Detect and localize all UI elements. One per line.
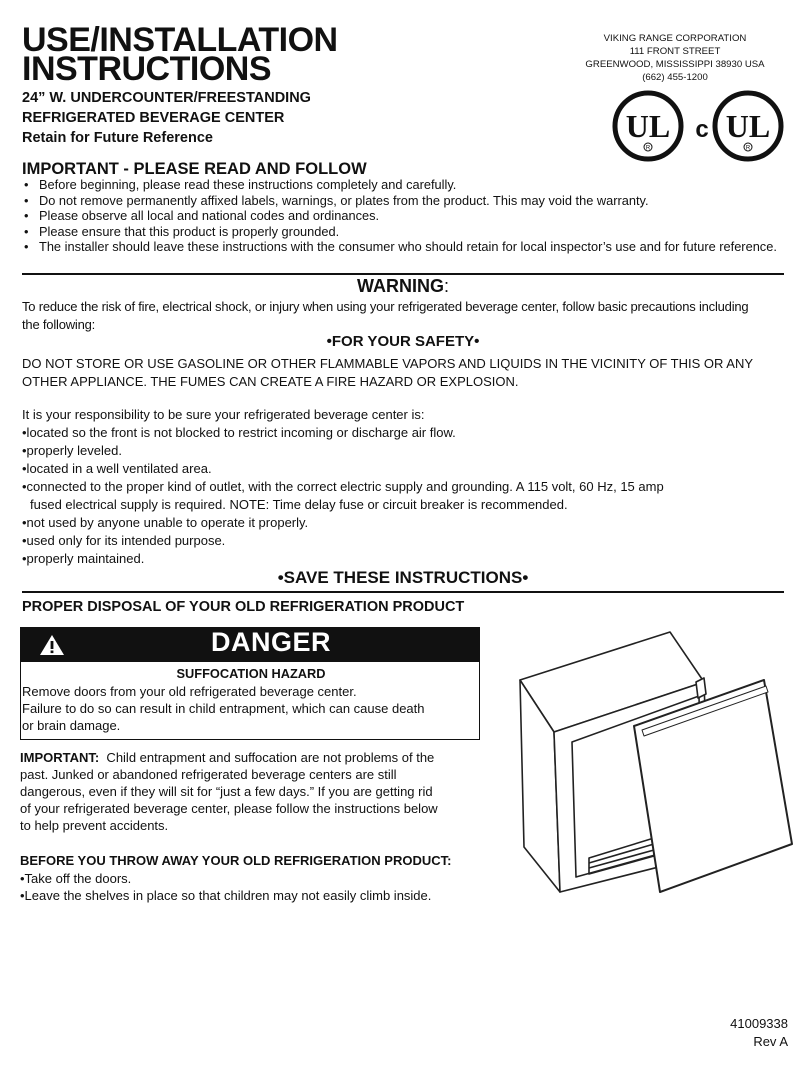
disposal-divider <box>22 591 784 593</box>
document-revision: Rev A <box>753 1034 788 1049</box>
important-item: • Before beginning, please read these instructions completely and carefully. <box>22 177 782 193</box>
document-number: 41009338 <box>730 1016 788 1031</box>
responsibility-item-electric: •connected to the proper kind of outlet, with the correct electric supply and grounding. A 115 volt, 60 Hz, 15 amp <box>22 479 664 494</box>
responsibility-item: •located so the front is not blocked to restrict incoming or discharge air flow. <box>22 425 456 440</box>
company-name: VIKING RANGE CORPORATION <box>603 33 747 44</box>
title-line-2: INSTRUCTIONS <box>22 50 271 88</box>
important-item: • Please ensure that this product is properly grounded. <box>22 224 782 240</box>
safety-text: DO NOT STORE OR USE GASOLINE OR OTHER FLAMMABLE VAPORS AND LIQUIDS IN THE VICINITY OF THIS OR ANY OTHER APPLIANCE. THE FUMES CAN CREATE A FIRE HAZARD OR EXPLOSION. <box>22 356 753 389</box>
warning-divider <box>22 273 784 275</box>
responsibility-list <box>22 424 792 568</box>
warning-word: WARNING <box>356 276 444 296</box>
responsibility-heading: It is your responsibility to be sure your refrigerated beverage center is: <box>22 407 425 422</box>
warning-intro: To reduce the risk of fire, electrical shock, or injury when using your refrigerated beverage center, follow basic precautions including the following: <box>22 299 749 332</box>
subtitle-model: 24” W. UNDERCOUNTER/FREESTANDING <box>22 90 311 106</box>
disposal-important-line <box>20 749 492 766</box>
throw-away-heading: BEFORE YOU THROW AWAY YOUR OLD REFRIGERATION PRODUCT: <box>20 853 452 868</box>
safety-heading: •FOR YOUR SAFETY• <box>326 333 480 350</box>
important-item: • Do not remove permanently affixed labels, warnings, or plates from the product. This may void the warranty. <box>22 193 782 209</box>
responsibility-item: •properly leveled. <box>22 443 122 458</box>
save-instructions: •SAVE THESE INSTRUCTIONS• <box>277 568 529 587</box>
danger-text-1: Remove doors from your old refrigerated beverage center. <box>22 684 357 699</box>
danger-text-3: or brain damage. <box>22 718 121 733</box>
disposal-important-line: dangerous, even if they will sit for “just a few days.” If you are getting rid <box>20 784 433 799</box>
ul-registered-2: R <box>745 145 751 152</box>
beverage-center-illustration <box>514 622 796 900</box>
important-heading: IMPORTANT - PLEASE READ AND FOLLOW <box>22 160 367 178</box>
disposal-important-label: IMPORTANT: <box>20 750 100 765</box>
note-label: NOTE: <box>229 497 270 512</box>
disposal-heading: PROPER DISPOSAL OF YOUR OLD REFRIGERATION PRODUCT <box>22 599 465 615</box>
cul-mark-icon <box>715 93 781 159</box>
ul-mark-icon <box>615 93 681 159</box>
document-footer <box>730 1015 788 1051</box>
responsibility-item: •not used by anyone unable to operate it properly. <box>22 515 309 530</box>
company-street: 111 FRONT STREET <box>629 46 721 57</box>
warning-title <box>22 276 784 297</box>
door-hinge-icon <box>696 678 706 698</box>
company-city: GREENWOOD, MISSISSIPPI 38930 USA <box>585 59 765 70</box>
disposal-important-text: Child entrapment and suffocation are not problems of the <box>99 750 435 765</box>
title-line-1: USE/INSTALLATION <box>22 21 338 59</box>
company-phone: (662) 455-1200 <box>642 72 708 83</box>
subtitle-product: REFRIGERATED BEVERAGE CENTER <box>22 110 285 126</box>
warning-triangle-icon <box>39 634 65 656</box>
danger-word: DANGER <box>211 627 332 657</box>
subtitle-retain: Retain for Future Reference <box>22 130 213 146</box>
responsibility-item: •used only for its intended purpose. <box>22 533 226 548</box>
note-text: Time delay fuse or circuit breaker is recommended. <box>269 497 568 512</box>
warning-colon: : <box>443 276 449 296</box>
company-address <box>572 32 778 84</box>
danger-header <box>21 628 479 662</box>
disposal-important-line: to help prevent accidents. <box>20 818 169 833</box>
suffocation-hazard: SUFFOCATION HAZARD <box>176 666 326 681</box>
responsibility-item: •properly maintained. <box>22 551 145 566</box>
responsibility-item-electric-cont <box>22 496 792 514</box>
important-item: • Please observe all local and national codes and ordinances. <box>22 208 782 224</box>
canada-c-mark: c <box>695 116 709 143</box>
ul-certification-marks <box>610 90 786 162</box>
ul-registered-1: R <box>645 145 651 152</box>
throw-away-item: •Leave the shelves in place so that children may not easily climb inside. <box>20 888 432 903</box>
disposal-important-line: past. Junked or abandoned refrigerated beverage centers are still <box>20 767 397 782</box>
danger-text-2: Failure to do so can result in child entrapment, which can cause death <box>22 701 425 716</box>
document-title <box>22 21 338 88</box>
throw-away-list <box>20 870 492 904</box>
important-item: • The installer should leave these instructions with the consumer who should retain for local inspector’s use and for future reference. <box>22 239 782 255</box>
electric-supply-text: fused electrical supply is required. <box>30 497 226 512</box>
ul-mark-letters: UL <box>625 108 671 144</box>
disposal-important-line: of your refrigerated beverage center, please follow the instructions below <box>20 801 438 816</box>
cul-mark-letters: UL <box>725 108 771 144</box>
responsibility-item: •located in a well ventilated area. <box>22 461 212 476</box>
throw-away-item: •Take off the doors. <box>20 871 132 886</box>
disposal-important <box>20 749 492 834</box>
danger-panel <box>20 627 480 740</box>
important-list <box>22 177 782 255</box>
